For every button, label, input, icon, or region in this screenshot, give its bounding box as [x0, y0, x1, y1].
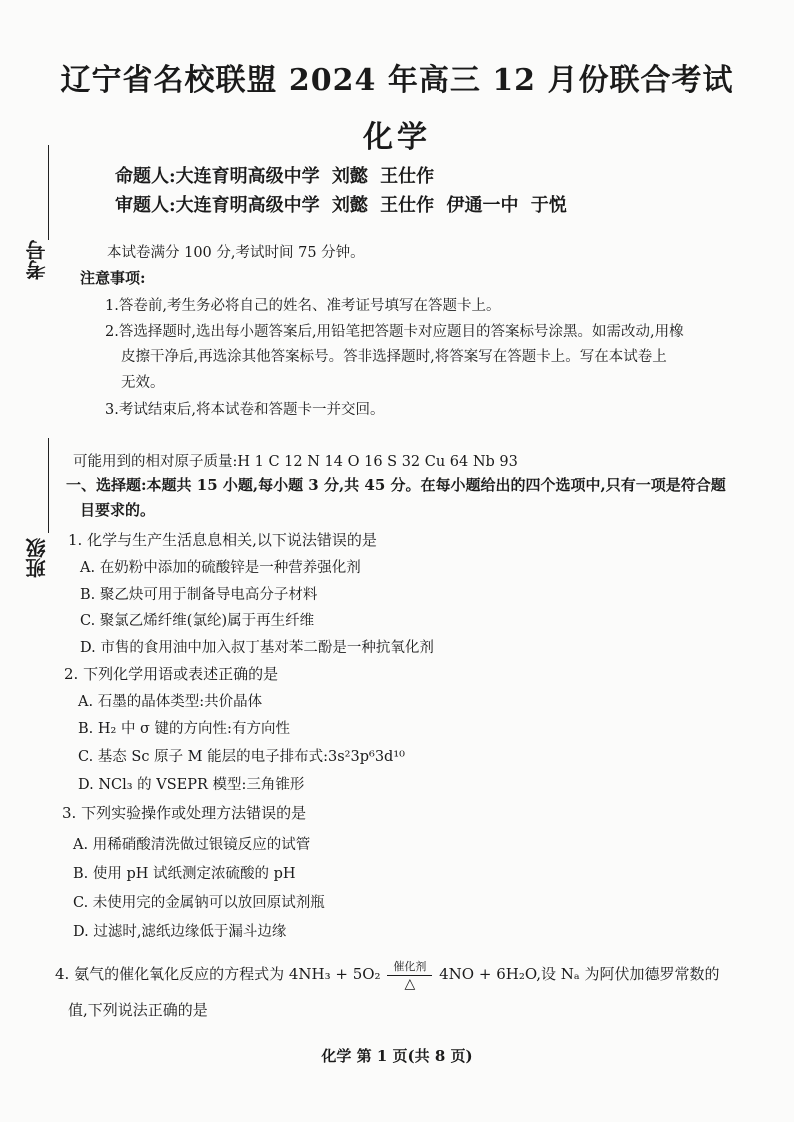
exam-intro: 本试卷满分 100 分,考试时间 75 分钟。	[107, 245, 365, 261]
reviewers-line: 审题人:大连育明高级中学 刘懿 王仕作 伊通一中 于悦	[115, 195, 567, 216]
notice-item: 3.考试结束后,将本试卷和答题卡一并交回。	[105, 402, 385, 418]
exam-number-label: 考号	[25, 240, 49, 280]
question-stem: 3. 下列实验操作或处理方法错误的是	[62, 804, 307, 822]
question-stem: 2. 下列化学用语或表述正确的是	[64, 665, 279, 683]
page-footer: 化学 第 1 页(共 8 页)	[321, 1047, 473, 1065]
question-option: A. 在奶粉中添加的硫酸锌是一种营养强化剂	[80, 560, 361, 576]
notice-item: 皮擦干净后,再选涂其他答案标号。答非选择题时,将答案写在答题卡上。写在本试卷上	[121, 349, 667, 365]
exam-title: 辽宁省名校联盟 2024 年高三 12 月份联合考试	[60, 63, 734, 98]
question-option: A. 用稀硝酸清洗做过银镜反应的试管	[73, 837, 311, 853]
question-stem: 1. 化学与生产生活息息相关,以下说法错误的是	[68, 531, 377, 549]
equation-left: 4. 氨气的催化氧化反应的方程式为 4NH₃ + 5O₂	[55, 965, 381, 983]
question-option: C. 聚氯乙烯纤维(氯纶)属于再生纤维	[80, 613, 315, 629]
setters-line: 命题人:大连育明高级中学 刘懿 王仕作	[115, 166, 435, 187]
reaction-arrow	[387, 958, 432, 992]
question-option: B. H₂ 中 σ 键的方向性:有方向性	[78, 721, 290, 737]
catalyst-label: 催化剂	[387, 958, 432, 976]
notice-item: 无效。	[121, 375, 165, 391]
question-option: B. 聚乙炔可用于制备导电高分子材料	[80, 587, 318, 603]
question-option: D. NCl₃ 的 VSEPR 模型:三角锥形	[78, 777, 305, 793]
class-blank-line	[48, 438, 49, 533]
subject-title: 化学	[363, 120, 431, 155]
question-option: C. 未使用完的金属钠可以放回原试剂瓶	[73, 895, 325, 911]
question-4-stem-cont: 值,下列说法正确的是	[68, 1001, 208, 1019]
question-option: C. 基态 Sc 原子 M 能层的电子排布式:3s²3p⁶3d¹⁰	[78, 749, 405, 765]
question-4-stem	[55, 958, 719, 992]
notice-item: 2.答选择题时,选出每小题答案后,用铅笔把答题卡对应题目的答案标号涂黑。如需改动,用橡	[105, 324, 684, 340]
class-label: 班级	[25, 538, 49, 578]
notice-heading: 注意事项:	[80, 269, 146, 287]
question-option: A. 石墨的晶体类型:共价晶体	[78, 694, 263, 710]
section-heading: 一、选择题:本题共 15 小题,每小题 3 分,共 45 分。在每小题给出的四个选项中,只有一项是符合题	[66, 476, 726, 494]
atomic-masses: 可能用到的相对原子质量:H 1 C 12 N 14 O 16 S 32 Cu 64 Nb 93	[73, 454, 518, 470]
question-option: D. 过滤时,滤纸边缘低于漏斗边缘	[73, 924, 287, 940]
notice-item: 1.答卷前,考生务必将自己的姓名、准考证号填写在答题卡上。	[105, 298, 501, 314]
question-option: D. 市售的食用油中加入叔丁基对苯二酚是一种抗氧化剂	[80, 640, 434, 656]
exam-number-blank-line	[48, 145, 49, 240]
equation-right: 4NO + 6H₂O,设 Nₐ 为阿伏加德罗常数的	[439, 965, 720, 983]
question-option: B. 使用 pH 试纸测定浓硫酸的 pH	[73, 866, 296, 882]
heat-symbol: △	[404, 976, 416, 992]
section-heading-cont: 目要求的。	[80, 501, 156, 519]
